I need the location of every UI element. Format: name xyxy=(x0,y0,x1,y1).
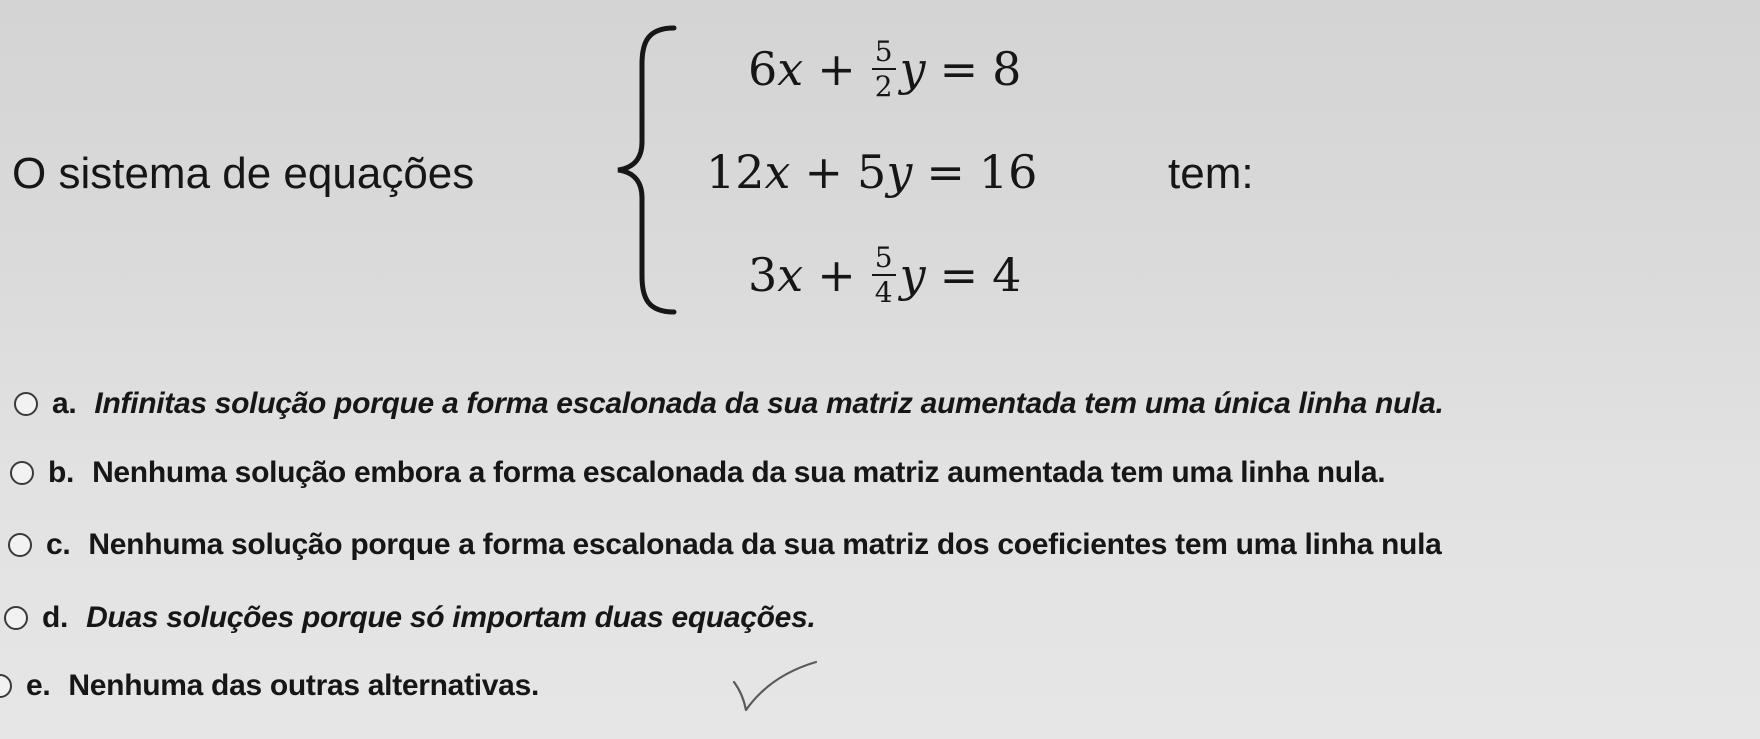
eq3-var-y: y xyxy=(899,248,926,302)
eq1-coef-x: 6 xyxy=(748,42,778,96)
question-stem xyxy=(12,20,1412,330)
eq3-var-x: x xyxy=(777,248,804,302)
eq3-frac-den: 4 xyxy=(874,276,893,309)
eq1-rhs: 8 xyxy=(992,42,1022,96)
eq1-fraction xyxy=(872,34,896,103)
radio-circle-icon[interactable] xyxy=(14,392,38,416)
answer-options xyxy=(0,380,1760,710)
eq1-var-y: y xyxy=(899,42,926,96)
equation-2 xyxy=(702,127,1172,217)
option-text: Nenhuma solução embora a forma escalonada da sua matriz aumentada tem uma linha nula. xyxy=(92,456,1386,489)
option-text: Nenhuma solução porque a forma escalonada da sua matriz dos coeficientes tem uma linha nula xyxy=(88,528,1442,561)
eq1-plus: + xyxy=(817,42,856,96)
radio-circle-icon[interactable] xyxy=(8,533,32,557)
radio-circle-icon[interactable] xyxy=(0,674,12,698)
eq2-var-x: x xyxy=(764,145,791,199)
eq1-frac-num: 5 xyxy=(872,37,896,70)
radio-circle-icon[interactable] xyxy=(4,606,28,630)
eq1-frac-den: 2 xyxy=(874,70,893,103)
eq3-frac-num: 5 xyxy=(872,243,896,276)
option-letter: b. xyxy=(48,456,75,489)
option-e[interactable] xyxy=(0,662,539,710)
left-brace-icon xyxy=(608,20,688,320)
option-text: Nenhuma das outras alternativas. xyxy=(68,669,539,702)
option-b[interactable] xyxy=(10,449,1385,497)
radio-circle-icon[interactable] xyxy=(10,461,34,485)
eq3-plus: + xyxy=(817,248,856,302)
eq1-equals: = xyxy=(939,42,979,96)
option-a[interactable] xyxy=(14,380,1444,428)
eq3-rhs: 4 xyxy=(992,248,1022,302)
eq3-fraction xyxy=(872,240,896,309)
eq2-plus: + xyxy=(804,145,844,199)
option-letter: d. xyxy=(42,601,69,634)
eq2-var-y: y xyxy=(886,145,913,199)
equation-3 xyxy=(702,230,1172,320)
eq2-coef-y: 5 xyxy=(857,145,887,199)
question-prefix: O sistema de equações xyxy=(12,149,475,198)
eq3-equals: = xyxy=(939,248,979,302)
handwritten-checkmark-icon xyxy=(730,656,820,716)
option-text: Infinitas solução porque a forma escalonada da sua matriz aumentada tem uma única linha nula. xyxy=(94,387,1444,420)
option-letter: e. xyxy=(26,669,51,702)
eq2-coef-x: 12 xyxy=(706,145,765,199)
eq2-rhs: 16 xyxy=(978,145,1038,199)
option-d[interactable] xyxy=(4,594,816,642)
eq1-var-x: x xyxy=(777,42,804,96)
option-text: Duas soluções porque só importam duas equações. xyxy=(86,601,816,634)
equation-system xyxy=(702,20,1172,320)
option-letter: a. xyxy=(52,387,77,420)
equation-1 xyxy=(702,24,1172,114)
option-letter: c. xyxy=(46,528,71,561)
option-c[interactable] xyxy=(8,521,1442,569)
eq3-coef-x: 3 xyxy=(748,248,778,302)
question-suffix: tem: xyxy=(1168,149,1254,198)
eq2-equals: = xyxy=(926,145,965,199)
